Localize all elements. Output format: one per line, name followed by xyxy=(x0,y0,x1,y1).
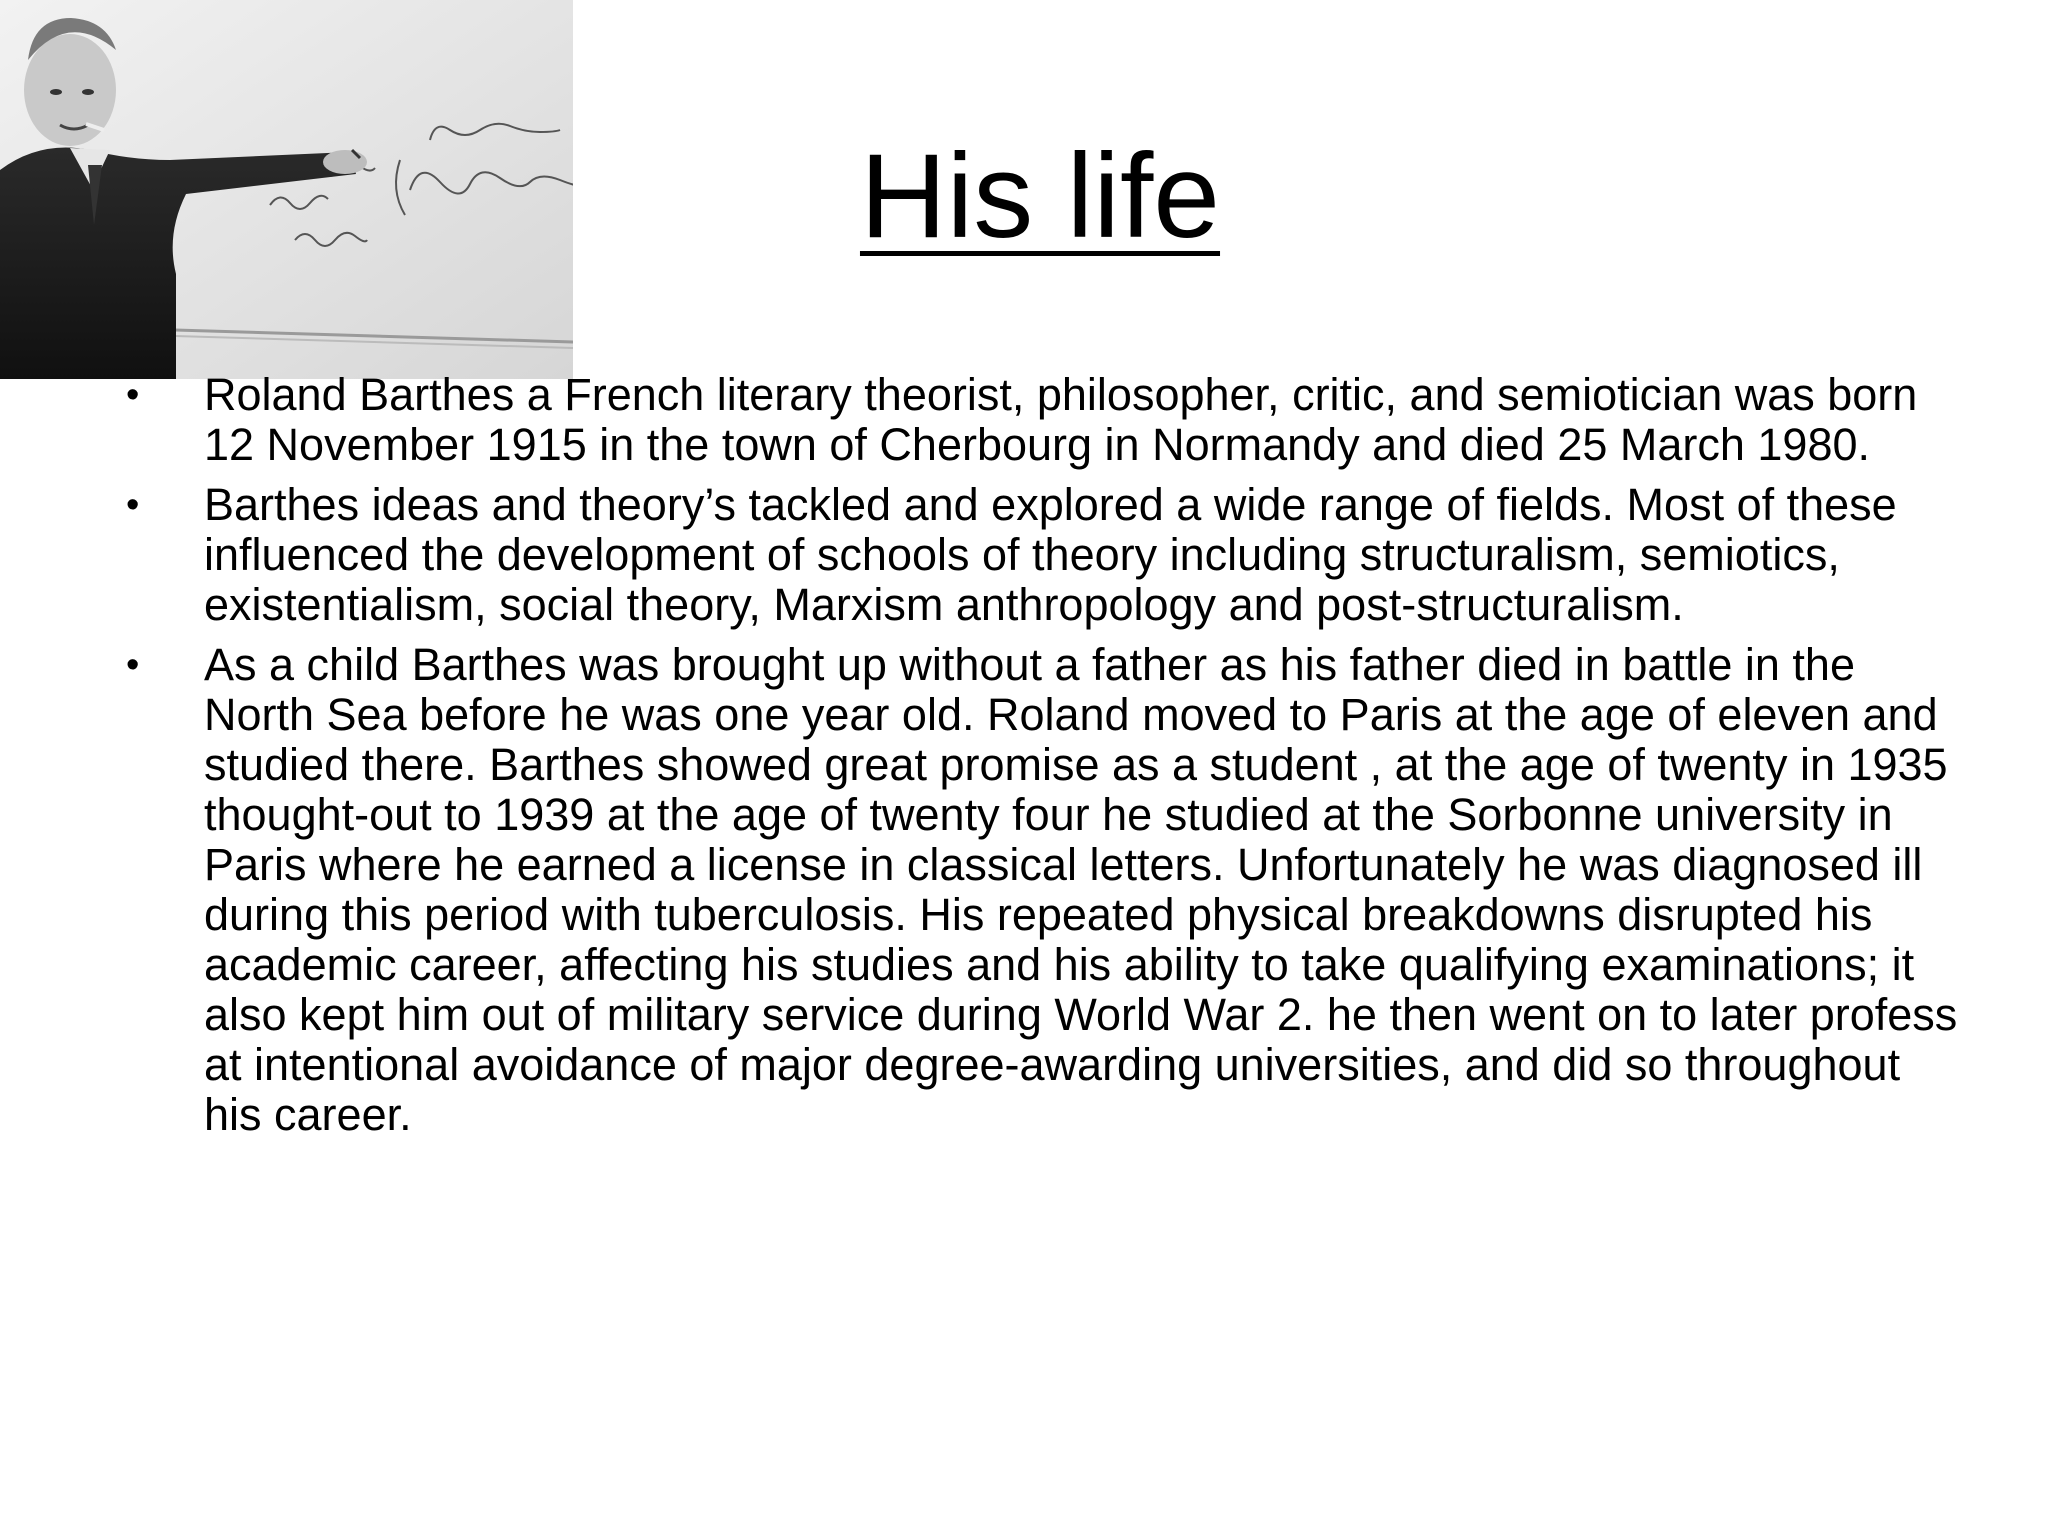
bullet-icon: • xyxy=(126,374,140,416)
bullet-icon: • xyxy=(126,484,140,526)
bullet-icon: • xyxy=(126,644,140,686)
list-item xyxy=(120,640,1960,1140)
list-item xyxy=(120,480,1960,630)
bullet-list xyxy=(120,370,1960,1150)
bullet-text: Barthes ideas and theory’s tackled and explored a wide range of fields. Most of these influenced the development of schools of theory including structuralism, semiotics, existentialism, social theory, Marxism anthropology and post-structuralism. xyxy=(204,479,1897,630)
list-item xyxy=(120,370,1960,470)
slide-title: His life xyxy=(859,129,1221,263)
bullet-text: As a child Barthes was brought up without a father as his father died in battle in the North Sea before he was one year old. Roland moved to Paris at the age of eleven and studied there. Barthes showed great promise as a student , at the age of twenty in 1935 thought-out to 1939 at the age of twenty four he studied at the Sorbonne university in Paris where he earned a license in classical letters. Unfortunately he was diagnosed ill during this period with tuberculosis. His repeated physical breakdowns disrupted his academic career, affecting his studies and his ability to take qualifying examinations; it also kept him out of military service during World War 2. he then went on to later profess at intentional avoidance of major degree-awarding universities, and did so throughout his career. xyxy=(204,639,1958,1140)
portrait-photo-icon xyxy=(0,0,573,379)
bullet-text: Roland Barthes a French literary theorist, philosopher, critic, and semiotician was born 12 November 1915 in the town of Cherbourg in Normandy and died 25 March 1980. xyxy=(204,369,1918,470)
portrait-photo xyxy=(0,0,573,379)
